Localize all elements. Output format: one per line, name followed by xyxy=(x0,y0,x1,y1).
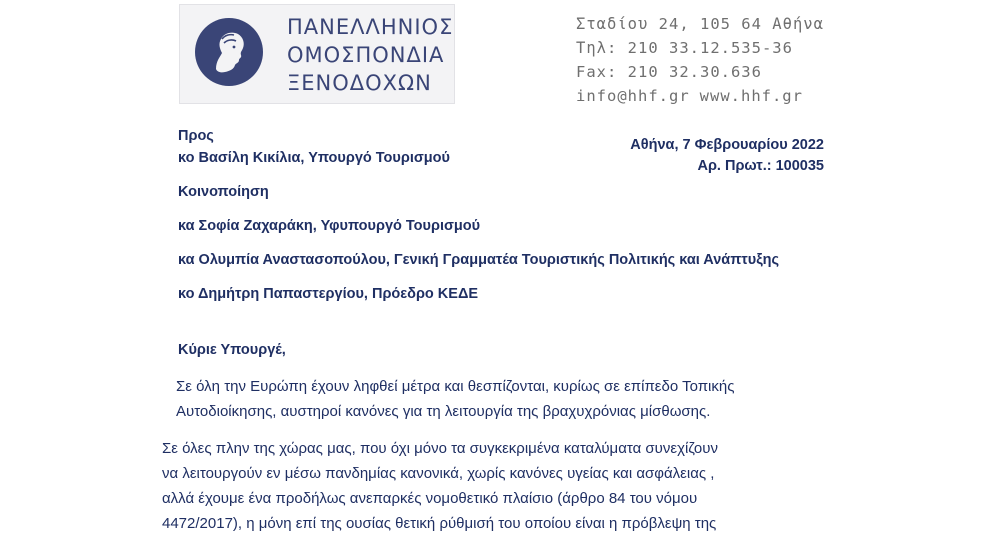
paragraph-line: Σε όλες πλην της χώρας μας, που όχι μόνο τα συγκεκριμένα καταλύματα συνεχίζουν xyxy=(162,440,718,457)
paragraph-line: Αυτοδιοίκησης, αυστηροί κανόνες για τη λειτουργία της βραχυχρόνιας μίσθωσης. xyxy=(176,403,711,420)
address: Σταδίου 24, 105 64 Αθήνα xyxy=(576,15,824,33)
profile-head-emblem-icon xyxy=(194,17,264,87)
cc-label: Κοινοποίηση xyxy=(178,184,269,200)
recipient-label: Προς xyxy=(178,128,214,144)
website-link[interactable]: www.hhf.gr xyxy=(699,87,803,105)
cc-item: κα Ολυμπία Αναστασοπούλου, Γενική Γραμματέα Τουριστικής Πολιτικής και Ανάπτυξης xyxy=(178,252,780,268)
contact-info xyxy=(576,12,824,108)
protocol-number: Αρ. Πρωτ.: 100035 xyxy=(697,158,824,174)
fax: Fax: 210 32.30.636 xyxy=(576,63,762,81)
salutation: Κύριε Υπουργέ, xyxy=(178,342,286,358)
paragraph-line: 4472/2017), η μόνη επί της ουσίας θετική ρύθμισή του οποίου είναι η πρόβλεψη της xyxy=(162,515,717,532)
cc-item: κα Σοφία Ζαχαράκη, Υφυπουργό Τουρισμού xyxy=(178,218,481,234)
email-link[interactable]: info@hhf.gr xyxy=(576,87,690,105)
org-name-line-2: ΟΜΟΣΠΟΝΔΙΑ xyxy=(287,43,445,67)
organization-name xyxy=(287,13,455,97)
paragraph-2 xyxy=(162,436,826,536)
recipient-name: κο Βασίλη Κικίλια, Υπουργό Τουρισμού xyxy=(178,150,450,166)
paragraph-line: να λειτουργούν εν μέσω πανδημίας κανονικά, χωρίς κανόνες υγείας και ασφάλειας , xyxy=(162,465,715,482)
org-name-line-1: ΠΑΝΕΛΛΗΝΙΟΣ xyxy=(287,15,454,39)
cc-item: κο Δημήτρη Παπαστεργίου, Πρόεδρο ΚΕΔΕ xyxy=(178,286,479,302)
letter-date: Αθήνα, 7 Φεβρουαρίου 2022 xyxy=(630,137,824,153)
org-name-line-3: ΞΕΝΟΔΟΧΩΝ xyxy=(287,71,432,95)
paragraph-1 xyxy=(176,374,822,424)
letterhead-logo xyxy=(179,4,455,104)
phone: Τηλ: 210 33.12.535-36 xyxy=(576,39,793,57)
paragraph-line: αλλά έχουμε ένα προδήλως ανεπαρκές νομοθετικό πλαίσιο (άρθρο 84 του νόμου xyxy=(162,490,698,507)
email-website-row xyxy=(576,84,816,108)
paragraph-line: Σε όλη την Ευρώπη έχουν ληφθεί μέτρα και θεσπίζονται, κυρίως σε επίπεδο Τοπικής xyxy=(176,378,735,395)
